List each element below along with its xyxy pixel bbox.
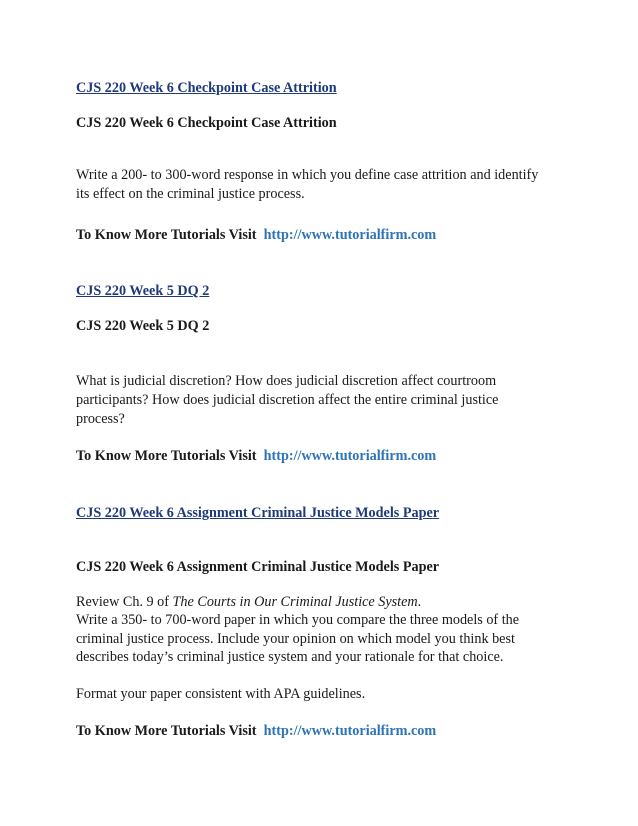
section-1-cta-label: To Know More Tutorials Visit bbox=[76, 227, 257, 243]
section-3-review-prefix: Review Ch. 9 of bbox=[76, 594, 169, 610]
section-1-link-title[interactable]: CJS 220 Week 6 Checkpoint Case Attrition bbox=[76, 80, 337, 96]
section-1-body-line-2: its effect on the criminal justice process. bbox=[76, 186, 305, 202]
section-2-body-line-1: What is judicial discretion? How does judicial discretion affect courtroom bbox=[76, 373, 497, 389]
section-1-heading: CJS 220 Week 6 Checkpoint Case Attrition bbox=[76, 115, 337, 131]
section-3-body-line-2: criminal justice process. Include your opinion on which model you think best bbox=[76, 631, 515, 647]
section-3-review-suffix: . bbox=[417, 594, 422, 610]
section-3-cta bbox=[76, 722, 436, 740]
section-2-body-line-2: participants? How does judicial discretion affect the entire criminal justice bbox=[76, 392, 499, 408]
section-3-format-note: Format your paper consistent with APA guidelines. bbox=[76, 686, 366, 702]
section-3-cta-label: To Know More Tutorials Visit bbox=[76, 723, 257, 739]
section-2-cta-url[interactable]: http://www.tutorialfirm.com bbox=[263, 448, 437, 464]
section-3-link-title[interactable]: CJS 220 Week 6 Assignment Criminal Justice Models Paper bbox=[76, 505, 440, 521]
section-3-review-line bbox=[76, 593, 421, 611]
section-2-heading: CJS 220 Week 5 DQ 2 bbox=[76, 318, 210, 334]
section-3-review-book: The Courts in Our Criminal Justice System bbox=[172, 594, 418, 610]
section-3-body-line-1: Write a 350- to 700-word paper in which you compare the three models of the bbox=[76, 612, 520, 628]
section-1-cta-url[interactable]: http://www.tutorialfirm.com bbox=[263, 227, 437, 243]
section-1-cta bbox=[76, 226, 436, 244]
section-3-cta-url[interactable]: http://www.tutorialfirm.com bbox=[263, 723, 437, 739]
section-2-body-line-3: process? bbox=[76, 411, 125, 427]
section-3-body-line-3: describes today’s criminal justice system and your rationale for that choice. bbox=[76, 649, 504, 665]
section-2-link-title[interactable]: CJS 220 Week 5 DQ 2 bbox=[76, 283, 210, 299]
section-2-cta-label: To Know More Tutorials Visit bbox=[76, 448, 257, 464]
section-3-heading: CJS 220 Week 6 Assignment Criminal Justice Models Paper bbox=[76, 559, 440, 575]
section-2-cta bbox=[76, 447, 436, 465]
section-1-body-line-1: Write a 200- to 300-word response in which you define case attrition and identify bbox=[76, 167, 539, 183]
